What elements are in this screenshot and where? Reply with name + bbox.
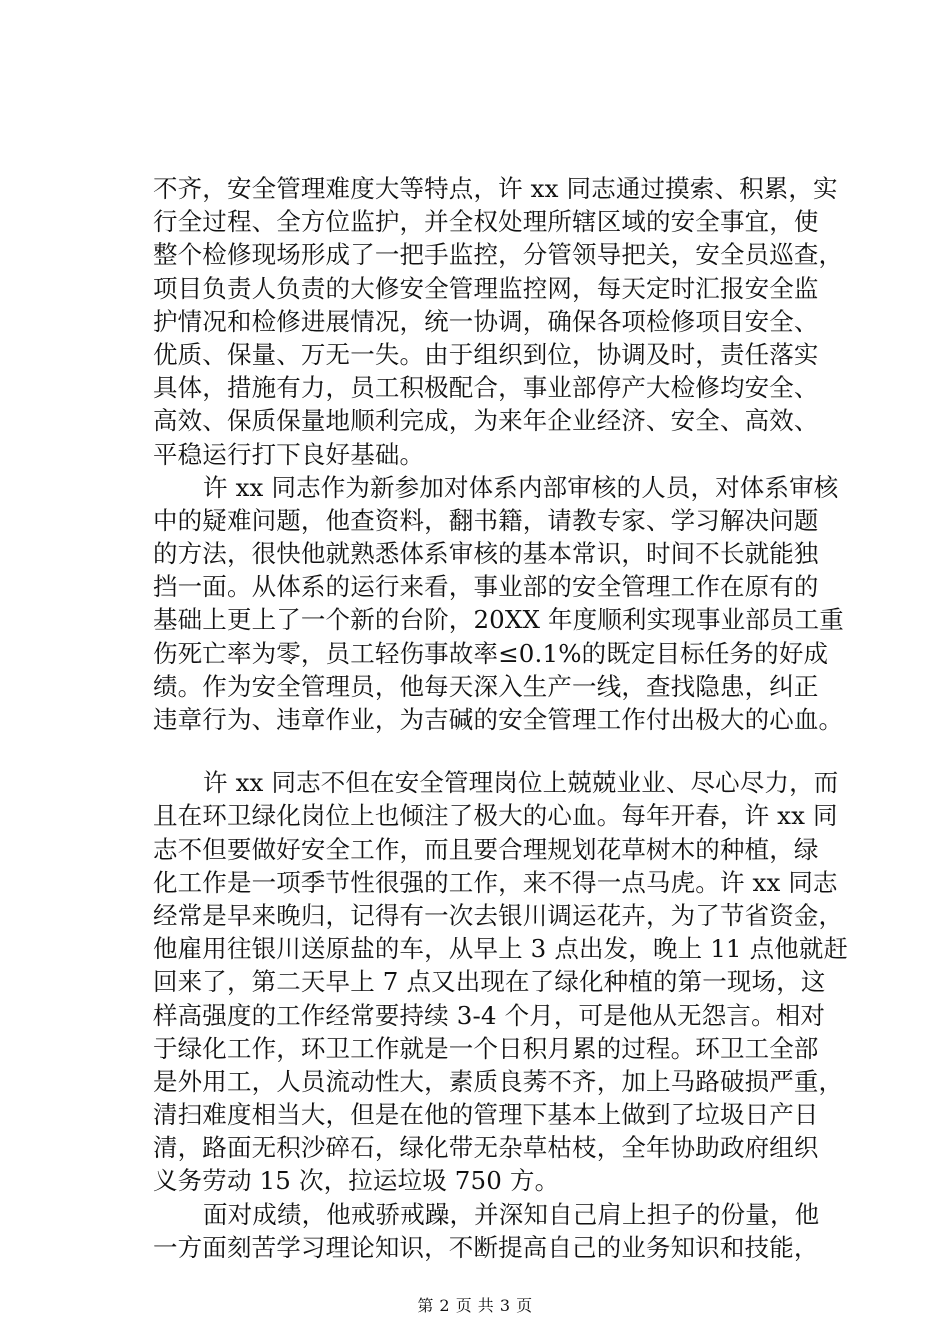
text-line: 平稳运行打下良好基础。 (153, 439, 425, 469)
text-line: 清扫难度相当大，但是在他的管理下基本上做到了垃圾日产日 (153, 1100, 819, 1130)
text-line: 行全过程、全方位监护，并全权处理所辖区域的安全事宜，使 (153, 207, 819, 237)
text-line: 的方法，很快他就熟悉体系审核的基本常识，时间不长就能独 (153, 539, 819, 569)
text-line: 伤死亡率为零，员工轻伤事故率≤0.1%的既定目标任务的好成 (153, 638, 829, 668)
text-line: 一方面刻苦学习理论知识，不断提高自己的业务知识和技能， (153, 1232, 819, 1262)
text-line: 项目负责人负责的大修安全管理监控网，每天定时汇报安全监 (153, 273, 819, 303)
text-line: 违章行为、违章作业，为吉碱的安全管理工作付出极大的心血。 (153, 705, 844, 734)
text-line: 绩。作为安全管理员，他每天深入生产一线，查找隐患，纠正 (153, 671, 819, 701)
text-line: 样高强度的工作经常要持续 3-4 个月，可是他从无怨言。相对 (153, 1000, 826, 1030)
text-line: 于绿化工作，环卫工作就是一个日积月累的过程。环卫工全部 (153, 1033, 819, 1063)
text-line: 经常是早来晚归，记得有一次去银川调运花卉，为了节省资金， (153, 900, 844, 930)
text-line: 中的疑难问题，他查资料，翻书籍，请教专家、学习解决问题 (153, 505, 819, 535)
text-line: 回来了，第二天早上 7 点又出现在了绿化种植的第一现场，这 (153, 967, 826, 997)
text-line: 护情况和检修进展情况，统一协调，确保各项检修项目安全、 (153, 306, 819, 336)
text-line: 他雇用往银川送原盐的车，从早上 3 点出发，晚上 11 点他就赶 (153, 934, 849, 964)
paragraph-start-line: 许 xx 同志作为新参加对体系内部审核的人员，对体系审核 (203, 472, 839, 502)
text-line: 高效、保质保量地顺利完成，为来年企业经济、安全、高效、 (153, 406, 819, 436)
text-line: 挡一面。从体系的运行来看，事业部的安全管理工作在原有的 (153, 572, 819, 602)
paragraph-start-line: 许 xx 同志不但在安全管理岗位上兢兢业业、尽心尽力，而 (203, 768, 839, 798)
text-line: 志不但要做好安全工作，而且要合理规划花草树木的种植，绿 (153, 834, 819, 864)
text-line: 且在环卫绿化岗位上也倾注了极大的心血。每年开春，许 xx 同 (153, 801, 838, 831)
text-line: 整个检修现场形成了一把手监控，分管领导把关，安全员巡查， (153, 240, 844, 270)
paragraph-gap (153, 736, 823, 766)
paragraph-start-line: 面对成绩，他戒骄戒躁，并深知自己肩上担子的份量，他 (203, 1199, 820, 1229)
body-text (153, 172, 849, 1264)
text-line: 清，路面无积沙碎石，绿化带无杂草枯枝，全年协助政府组织 (153, 1133, 819, 1163)
text-line: 化工作是一项季节性很强的工作，来不得一点马虎。许 xx 同志 (153, 867, 838, 897)
text-line: 基础上更上了一个新的台阶，20XX 年度顺利实现事业部员工重 (153, 605, 844, 635)
text-line: 是外用工，人员流动性大，素质良莠不齐，加上马路破损严重， (153, 1066, 844, 1096)
text-line: 义务劳动 15 次，拉运垃圾 750 方。 (153, 1166, 560, 1196)
text-line: 具体，措施有力，员工积极配合，事业部停产大检修均安全、 (153, 373, 819, 403)
text-line: 不齐，安全管理难度大等特点，许 xx 同志通过摸索、积累，实 (153, 174, 838, 203)
text-line: 优质、保量、万无一失。由于组织到位，协调及时，责任落实 (153, 339, 819, 369)
page-footer: 第 2 页 共 3 页 (417, 1296, 533, 1315)
